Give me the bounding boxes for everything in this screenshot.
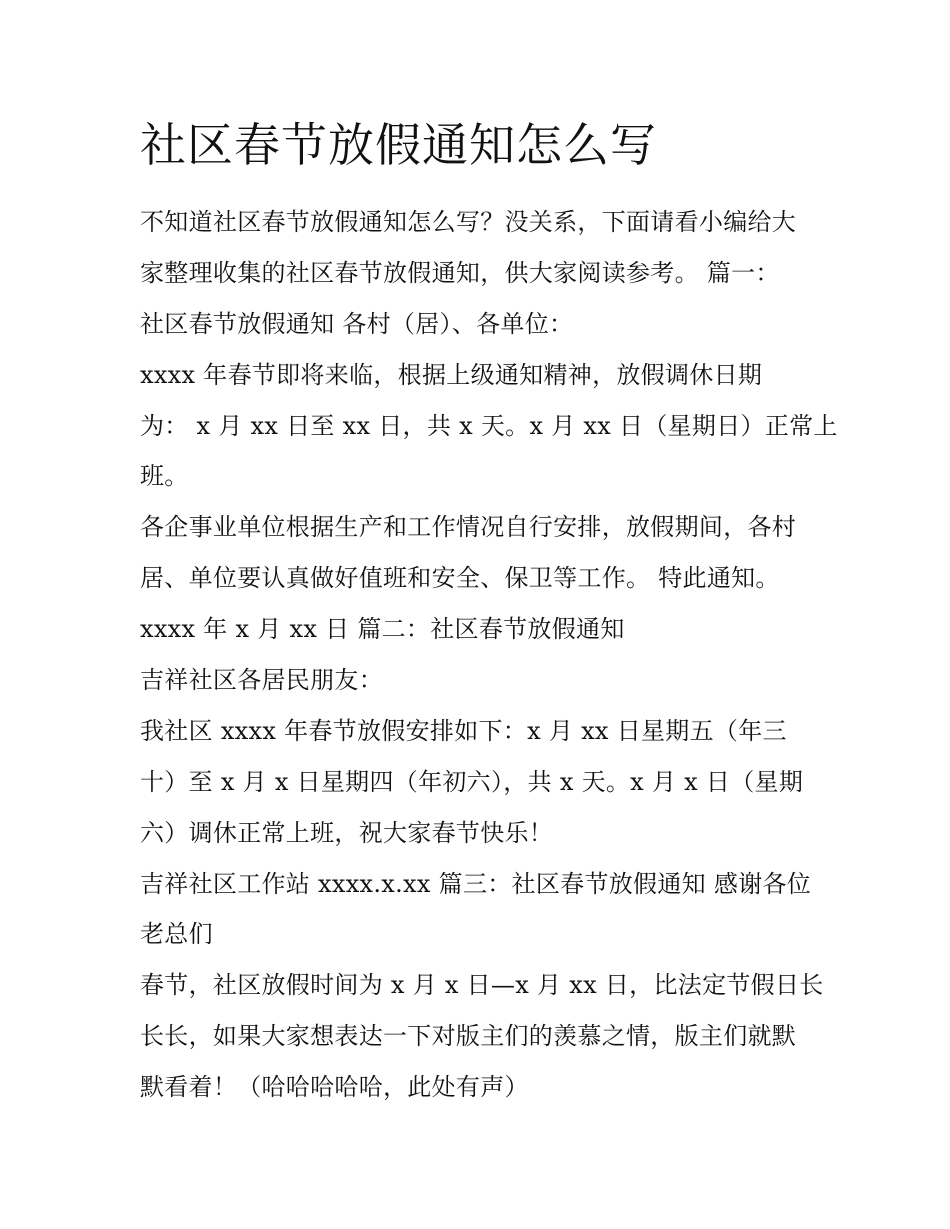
text-line: xxxx 年 x 月 xx 日 篇二：社区春节放假通知 [140,615,625,644]
text-line: 吉祥社区工作站 xxxx.x.xx 篇三：社区春节放假通知 感谢各位 [140,869,812,898]
text-line: 社区春节放假通知 各村（居）、各单位： [140,309,574,338]
text-line: 吉祥社区各居民朋友： [140,666,383,695]
text-line: 居、单位要认真做好值班和安全、保卫等工作。 特此通知。 [140,564,780,593]
text-line: 老总们 [140,920,213,949]
text-line: 为： x 月 xx 日至 xx 日，共 x 天。x 月 xx 日（星期日）正常上 [140,411,838,440]
text-line: xxxx 年春节即将来临，根据上级通知精神，放假调休日期 [140,360,763,389]
text-line: 十）至 x 月 x 日星期四（年初六），共 x 天。x 月 x 日（星期 [140,767,804,796]
text-line: 家整理收集的社区春节放假通知，供大家阅读参考。 篇一： [140,258,780,287]
text-line: 我社区 xxxx 年春节放假安排如下：x 月 xx 日星期五（年三 [140,716,787,745]
text-line: 六）调休正常上班，祝大家春节快乐！ [140,818,554,847]
text-line: 各企事业单位根据生产和工作情况自行安排，放假期间，各村 [140,513,797,542]
text-line: 春节，社区放假时间为 x 月 x 日—x 月 xx 日，比法定节假日长 [140,971,824,1000]
text-line: 默看着！（哈哈哈哈哈，此处有声） [140,1073,529,1102]
text-line: 不知道社区春节放假通知怎么写？没关系，下面请看小编给大 [140,208,797,236]
text-line: 长长，如果大家想表达一下对版主们的羡慕之情，版主们就默 [140,1022,797,1051]
text-line: 班。 [140,462,189,491]
document-title: 社区春节放假通知怎么写 [140,118,657,172]
document-body [140,193,840,1109]
